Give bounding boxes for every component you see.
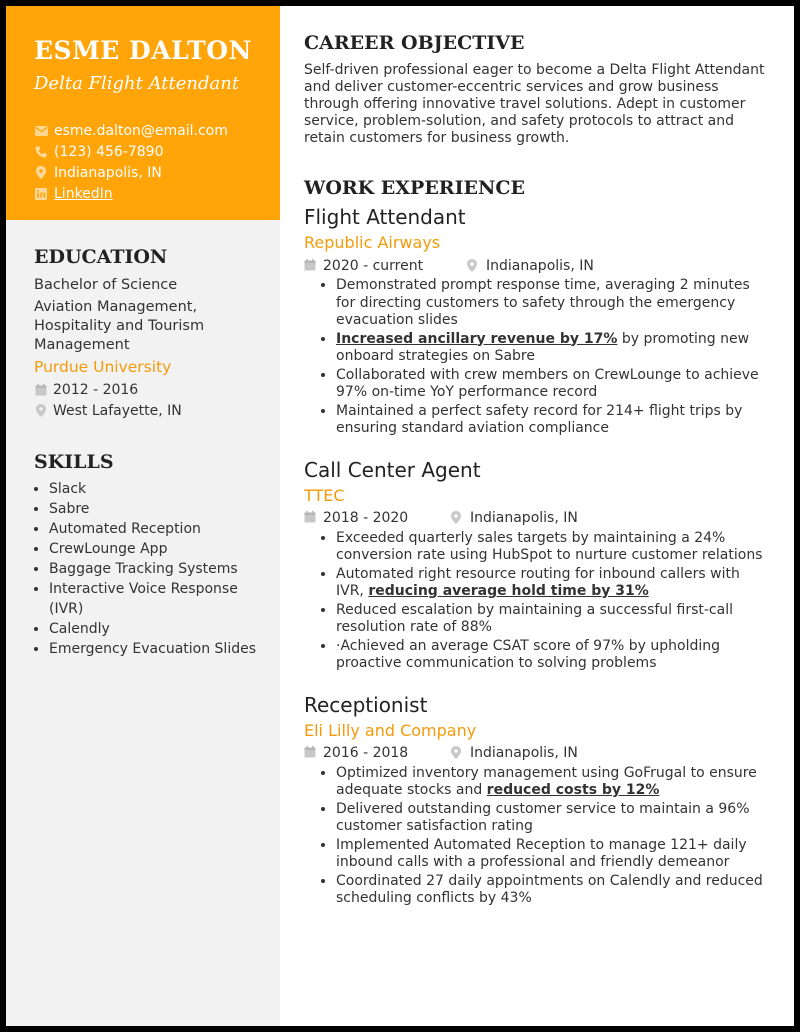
objective-section bbox=[304, 32, 768, 147]
job-entry bbox=[304, 458, 768, 673]
bullet bbox=[336, 403, 768, 438]
bullet-highlight: reduced costs by 12% bbox=[486, 782, 660, 798]
bullet bbox=[336, 566, 768, 601]
job-dates bbox=[304, 745, 451, 761]
skill-item: • Interactive Voice Response (IVR) bbox=[49, 579, 260, 619]
bullet bbox=[336, 801, 768, 836]
job-title: Call Center Agent bbox=[304, 457, 481, 482]
candidate-role: Delta Flight Attendant bbox=[34, 73, 240, 94]
bullet bbox=[336, 331, 768, 366]
job-meta bbox=[304, 256, 768, 275]
contact-linkedin bbox=[34, 183, 260, 204]
job-location-text: Indianapolis, IN bbox=[470, 510, 578, 526]
calendar-icon bbox=[34, 383, 48, 397]
job-bullets bbox=[304, 277, 768, 438]
job-location bbox=[467, 258, 594, 274]
contact-phone bbox=[34, 141, 260, 162]
education-dates-text: 2012 - 2016 bbox=[53, 381, 139, 398]
job-dates-text: 2018 - 2020 bbox=[323, 510, 409, 526]
education-location-text: West Lafayette, IN bbox=[53, 402, 182, 419]
calendar-icon bbox=[304, 259, 318, 273]
skills-title: SKILLS bbox=[34, 451, 114, 473]
bullet-text: Automated right resource routing for inbound callers with IVR, bbox=[336, 565, 740, 599]
education-location bbox=[34, 400, 260, 421]
map-pin-icon bbox=[34, 404, 48, 418]
job-meta bbox=[304, 744, 768, 763]
education-title: EDUCATION bbox=[34, 246, 168, 268]
skill-item: • CrewLounge App bbox=[49, 539, 260, 559]
bullet bbox=[336, 873, 768, 908]
header-block bbox=[6, 6, 280, 220]
skill-item: • Baggage Tracking Systems bbox=[49, 559, 260, 579]
map-pin-icon bbox=[451, 511, 465, 525]
contact-location bbox=[34, 162, 260, 183]
main-column bbox=[280, 6, 794, 1026]
job-location bbox=[451, 510, 578, 526]
school: Purdue University bbox=[34, 358, 172, 376]
job-dates bbox=[304, 258, 467, 274]
bullet-text: Coordinated 27 daily appointments on Calendly and reduced scheduling conflicts by 43% bbox=[336, 872, 763, 906]
job-bullets bbox=[304, 530, 768, 673]
job-location-text: Indianapolis, IN bbox=[470, 745, 578, 761]
job-entry bbox=[304, 205, 768, 438]
education-dates bbox=[34, 379, 260, 400]
sidebar bbox=[6, 6, 280, 1026]
job-dates-text: 2016 - 2018 bbox=[323, 745, 409, 761]
phone-icon bbox=[34, 145, 48, 159]
bullet bbox=[336, 638, 768, 673]
bullet bbox=[336, 765, 768, 800]
objective-text: Self-driven professional eager to become a Delta Flight Attendant and deliver customer-eccentric services and grow business through offering innovative travel solutions. Adept in customer service, problem-solution, and safety protocols to attract and retain customers for business growth. bbox=[304, 62, 765, 146]
bullet-text: Optimized inventory management using GoFrugal to ensure adequate stocks and bbox=[336, 764, 757, 798]
bullet-text: Demonstrated prompt response time, averaging 2 minutes for directing customers to safety through the emergency evacuation slides bbox=[336, 277, 750, 328]
bullet bbox=[336, 837, 768, 872]
bullet-text: by promoting new onboard strategies on Sabre bbox=[336, 330, 750, 364]
job-dates-text: 2020 - current bbox=[323, 257, 424, 274]
major: Aviation Management, Hospitality and Tourism Management bbox=[34, 299, 205, 353]
location-text: Indianapolis, IN bbox=[54, 164, 162, 181]
job-bullets bbox=[304, 765, 768, 908]
skills-list bbox=[34, 479, 260, 659]
objective-title: CAREER OBJECTIVE bbox=[304, 32, 525, 54]
bullet-text: Implemented Automated Reception to manage 121+ daily inbound calls with a professional and friendly demeanor bbox=[336, 836, 747, 870]
envelope-icon bbox=[34, 124, 48, 138]
resume-page bbox=[6, 6, 794, 1026]
company-name: Republic Airways bbox=[304, 233, 441, 252]
bullet-highlight: Increased ancillary revenue by 17% bbox=[336, 330, 618, 347]
job-location bbox=[451, 745, 578, 761]
skill-item: • Calendly bbox=[49, 619, 260, 639]
contact-list bbox=[34, 120, 260, 204]
company-name: TTEC bbox=[304, 485, 345, 505]
company-name: Eli Lilly and Company bbox=[304, 720, 477, 740]
calendar-icon bbox=[304, 511, 318, 525]
calendar-icon bbox=[304, 746, 318, 760]
bullet-text: Collaborated with crew members on CrewLounge to achieve 97% on-time YoY performance record bbox=[336, 366, 759, 400]
bullet bbox=[336, 602, 768, 637]
bullet-text: Maintained a perfect safety record for 214+ flight trips by ensuring standard aviation compliance bbox=[336, 402, 743, 436]
job-title: Flight Attendant bbox=[304, 205, 466, 229]
bullet-text: Delivered outstanding customer service to maintain a 96% customer satisfaction rating bbox=[336, 800, 750, 834]
job-location-text: Indianapolis, IN bbox=[486, 257, 594, 274]
phone-text[interactable]: (123) 456-7890 bbox=[54, 143, 164, 160]
education-section bbox=[6, 246, 280, 421]
experience-title: WORK EXPERIENCE bbox=[304, 177, 525, 199]
email-text[interactable]: esme.dalton@email.com bbox=[54, 122, 228, 139]
job-meta bbox=[304, 509, 768, 528]
bullet-text: Reduced escalation by maintaining a successful first-call resolution rate of 88% bbox=[336, 601, 733, 635]
skill-item: • Automated Reception bbox=[49, 519, 260, 539]
skill-item: • Emergency Evacuation Slides bbox=[49, 639, 260, 659]
job-entry bbox=[304, 693, 768, 908]
bullet-text: ·Achieved an average CSAT score of 97% by upholding proactive communication to solving problems bbox=[336, 637, 720, 671]
bullet bbox=[336, 530, 768, 565]
bullet bbox=[336, 367, 768, 402]
map-pin-icon bbox=[34, 166, 48, 180]
degree: Bachelor of Science bbox=[34, 277, 178, 293]
skill-item: • Slack bbox=[49, 479, 260, 499]
candidate-name: ESME DALTON bbox=[34, 36, 252, 65]
map-pin-icon bbox=[451, 746, 465, 760]
experience-section bbox=[304, 177, 768, 908]
job-dates bbox=[304, 510, 451, 526]
map-pin-icon bbox=[467, 259, 481, 273]
bullet-text: Exceeded quarterly sales targets by maintaining a 24% conversion rate using HubSpot to nurture customer relations bbox=[336, 529, 763, 563]
job-title: Receptionist bbox=[304, 692, 428, 717]
bullet-highlight: reducing average hold time by 31% bbox=[368, 583, 649, 599]
linkedin-icon bbox=[34, 187, 48, 201]
bullet bbox=[336, 277, 768, 330]
contact-email bbox=[34, 120, 260, 141]
linkedin-link[interactable]: LinkedIn bbox=[54, 185, 113, 202]
skills-section bbox=[6, 451, 280, 659]
skill-item: • Sabre bbox=[49, 499, 260, 519]
